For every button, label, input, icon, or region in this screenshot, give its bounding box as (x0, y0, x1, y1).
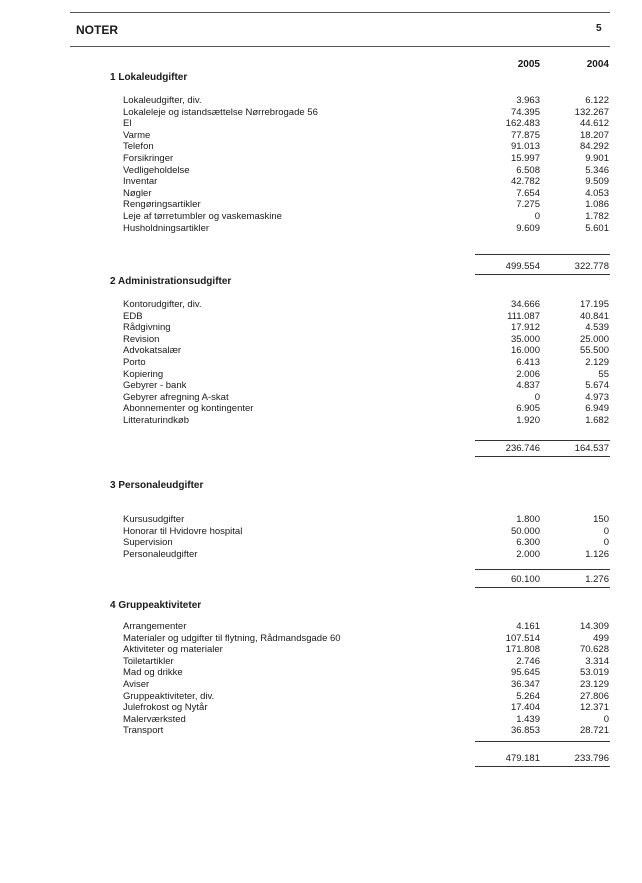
row-label: Lokaleleje og istandsættelse Nørrebrogade 56 (123, 106, 318, 118)
table-row (0, 118, 642, 130)
row-label: Nøgler (123, 187, 152, 199)
total-2004: 322.778 (574, 261, 609, 272)
row-label: Gebyrer afregning A-skat (123, 391, 229, 403)
row-value-2004: 1.782 (585, 211, 609, 222)
table-row (0, 107, 642, 119)
row-value-2005: 3.963 (516, 95, 540, 106)
row-value-2004: 18.207 (579, 129, 609, 141)
row-label: Materialer og udgifter til flytning, Rådmandsgade 60 (123, 632, 341, 644)
row-value-2005: 17.912 (510, 322, 540, 334)
row-label: Gebyrer - bank (123, 380, 187, 392)
row-value-2005: 0 (534, 391, 540, 403)
row-label: Vedligeholdelse (123, 164, 190, 176)
subtotal-rule (475, 440, 610, 441)
row-value-2004: 1.682 (585, 415, 609, 426)
total-underline (475, 456, 610, 457)
subtotal-rule (475, 741, 610, 742)
total-underline (475, 587, 610, 588)
row-label: Forsikringer (123, 153, 174, 164)
row-value-2005: 7.654 (516, 187, 540, 199)
row-label: Abonnementer og kontingenter (123, 403, 254, 415)
row-label: Varme (123, 129, 151, 141)
table-row (0, 691, 642, 703)
row-label: Porto (123, 357, 146, 368)
row-value-2004: 2.129 (585, 357, 609, 368)
row-value-2005: 6.508 (516, 164, 540, 176)
row-value-2004: 132.267 (574, 106, 609, 118)
row-value-2004: 1.126 (585, 548, 609, 560)
row-value-2005: 91.013 (510, 141, 540, 153)
table-row (0, 415, 642, 427)
table-row (0, 369, 642, 381)
table-row (0, 714, 642, 726)
row-value-2005: 77.875 (510, 129, 540, 141)
row-label: Husholdningsartikler (123, 222, 210, 234)
row-value-2005: 171.808 (505, 644, 540, 656)
row-value-2005: 5.264 (516, 690, 540, 702)
row-value-2004: 53.019 (579, 667, 609, 679)
row-value-2004: 5.346 (585, 164, 609, 176)
row-value-2005: 6.413 (516, 357, 540, 368)
row-value-2004: 6.949 (585, 403, 609, 415)
row-label: Leje af tørretumbler og vaskemaskine (123, 211, 282, 222)
page-title: NOTER (76, 23, 118, 37)
total-2004: 164.537 (574, 443, 609, 454)
total-2004: 1.276 (585, 574, 609, 585)
section-title: 1 Lokaleudgifter (110, 72, 188, 83)
row-value-2005: 36.853 (510, 725, 540, 737)
row-value-2005: 111.087 (507, 310, 540, 322)
table-row (0, 644, 642, 656)
total-underline (475, 274, 610, 275)
row-value-2005: 107.514 (505, 632, 540, 644)
column-heading-2004: 2004 (586, 59, 609, 70)
table-row (0, 345, 642, 357)
row-label: Litteraturindkøb (123, 415, 190, 426)
row-value-2004: 28.721 (579, 725, 609, 737)
table-row (0, 725, 642, 737)
table-row (0, 357, 642, 369)
row-label: Julefrokost og Nytår (123, 702, 208, 714)
total-2005: 479.181 (505, 753, 540, 764)
table-row (0, 322, 642, 334)
table-row (0, 549, 642, 561)
table-row (0, 223, 642, 235)
table-row (0, 656, 642, 668)
row-value-2005: 2.746 (516, 655, 540, 667)
row-label: Aviser (123, 679, 150, 690)
row-value-2005: 1.800 (516, 514, 540, 525)
row-label: Kopiering (123, 368, 164, 380)
row-label: Rådgivning (123, 322, 171, 334)
row-value-2005: 1.920 (516, 415, 540, 426)
table-row (0, 95, 642, 107)
row-label: Inventar (123, 176, 158, 188)
total-2005: 60.100 (510, 574, 540, 585)
row-label: El (123, 118, 132, 130)
row-value-2004: 55.500 (579, 345, 609, 357)
page-number: 5 (596, 23, 602, 34)
table-row (0, 537, 642, 549)
table-row (0, 211, 642, 223)
row-value-2004: 3.314 (585, 655, 609, 667)
table-row (0, 392, 642, 404)
row-label: Arrangementer (123, 621, 187, 632)
section-total (0, 443, 642, 455)
table-row (0, 334, 642, 346)
row-value-2004: 27.806 (579, 690, 609, 702)
row-value-2005: 6.300 (516, 537, 540, 549)
top-rule (70, 12, 610, 13)
row-value-2005: 0 (534, 211, 540, 222)
row-value-2005: 16.000 (510, 345, 540, 357)
row-label: Kursusudgifter (123, 514, 185, 525)
row-value-2004: 40.841 (579, 310, 609, 322)
row-label: Lokaleudgifter, div. (123, 95, 202, 106)
row-value-2004: 4.973 (585, 391, 609, 403)
row-label: Kontorudgifter, div. (123, 299, 202, 310)
row-value-2005: 4.837 (516, 380, 540, 392)
table-row (0, 199, 642, 211)
row-value-2004: 70.628 (579, 644, 609, 656)
row-value-2004: 6.122 (585, 95, 609, 106)
row-value-2004: 1.086 (585, 199, 609, 211)
row-value-2005: 50.000 (510, 525, 540, 537)
section-total (0, 753, 642, 765)
section-total (0, 574, 642, 586)
row-value-2004: 0 (603, 713, 609, 725)
total-underline (475, 766, 610, 767)
row-value-2004: 55 (598, 368, 609, 380)
row-label: Personaleudgifter (123, 548, 198, 560)
row-value-2004: 9.901 (585, 153, 609, 164)
row-label: Rengøringsartikler (123, 199, 201, 211)
row-value-2005: 6.905 (516, 403, 540, 415)
row-label: Revision (123, 333, 160, 345)
table-row (0, 380, 642, 392)
subtotal-rule (475, 254, 610, 255)
table-row (0, 702, 642, 714)
row-value-2004: 0 (603, 537, 609, 549)
row-value-2004: 499 (593, 632, 609, 644)
row-label: Aktiviteter og materialer (123, 644, 223, 656)
row-label: Toiletartikler (123, 655, 174, 667)
table-row (0, 176, 642, 188)
row-value-2005: 34.666 (510, 299, 540, 310)
row-label: Gruppeaktiviteter, div. (123, 690, 215, 702)
row-value-2005: 162.483 (505, 118, 540, 130)
row-value-2005: 9.609 (516, 222, 540, 234)
section-title: 3 Personaleudgifter (110, 480, 204, 491)
total-2005: 499.554 (505, 261, 540, 272)
row-label: EDB (123, 310, 143, 322)
section-title: 2 Administrationsudgifter (110, 276, 232, 287)
row-label: Transport (123, 725, 164, 737)
section-title: 4 Gruppeaktiviteter (110, 600, 202, 611)
table-row (0, 311, 642, 323)
row-label: Supervision (123, 537, 173, 549)
table-row (0, 165, 642, 177)
row-value-2005: 74.395 (510, 106, 540, 118)
total-2004: 233.796 (574, 753, 609, 764)
row-label: Advokatsalær (123, 345, 182, 357)
row-value-2005: 36.347 (510, 679, 540, 690)
row-value-2005: 95.645 (510, 667, 540, 679)
table-row (0, 679, 642, 691)
row-label: Honorar til Hvidovre hospital (123, 525, 243, 537)
row-value-2005: 35.000 (510, 333, 540, 345)
row-value-2005: 2.000 (516, 548, 540, 560)
table-row (0, 141, 642, 153)
section-total (0, 261, 642, 273)
row-value-2004: 84.292 (579, 141, 609, 153)
row-value-2005: 15.997 (510, 153, 540, 164)
header-rule (70, 46, 610, 47)
table-row (0, 130, 642, 142)
row-label: Telefon (123, 141, 154, 153)
row-value-2004: 4.539 (585, 322, 609, 334)
row-value-2005: 2.006 (516, 368, 540, 380)
row-value-2004: 12.371 (579, 702, 609, 714)
row-value-2004: 5.601 (585, 222, 609, 234)
table-row (0, 403, 642, 415)
table-row (0, 667, 642, 679)
table-row (0, 153, 642, 165)
row-value-2004: 44.612 (579, 118, 609, 130)
row-value-2004: 23.129 (579, 679, 609, 690)
row-value-2004: 17.195 (579, 299, 609, 310)
row-value-2004: 5.674 (585, 380, 609, 392)
row-value-2005: 1.439 (516, 713, 540, 725)
row-value-2005: 7.275 (516, 199, 540, 211)
total-2005: 236.746 (505, 443, 540, 454)
table-row (0, 633, 642, 645)
subtotal-rule (475, 569, 610, 570)
table-row (0, 299, 642, 311)
column-heading-2005: 2005 (517, 59, 540, 70)
row-value-2005: 17.404 (510, 702, 540, 714)
row-value-2004: 9.509 (585, 176, 609, 188)
row-value-2005: 42.782 (510, 176, 540, 188)
row-value-2004: 0 (603, 525, 609, 537)
row-label: Malerværksted (123, 713, 186, 725)
row-value-2005: 4.161 (516, 621, 540, 632)
table-row (0, 188, 642, 200)
row-value-2004: 150 (593, 514, 609, 525)
row-label: Mad og drikke (123, 667, 183, 679)
table-row (0, 621, 642, 633)
table-row (0, 514, 642, 526)
table-row (0, 526, 642, 538)
row-value-2004: 14.309 (579, 621, 609, 632)
row-value-2004: 25.000 (579, 333, 609, 345)
row-value-2004: 4.053 (585, 187, 609, 199)
